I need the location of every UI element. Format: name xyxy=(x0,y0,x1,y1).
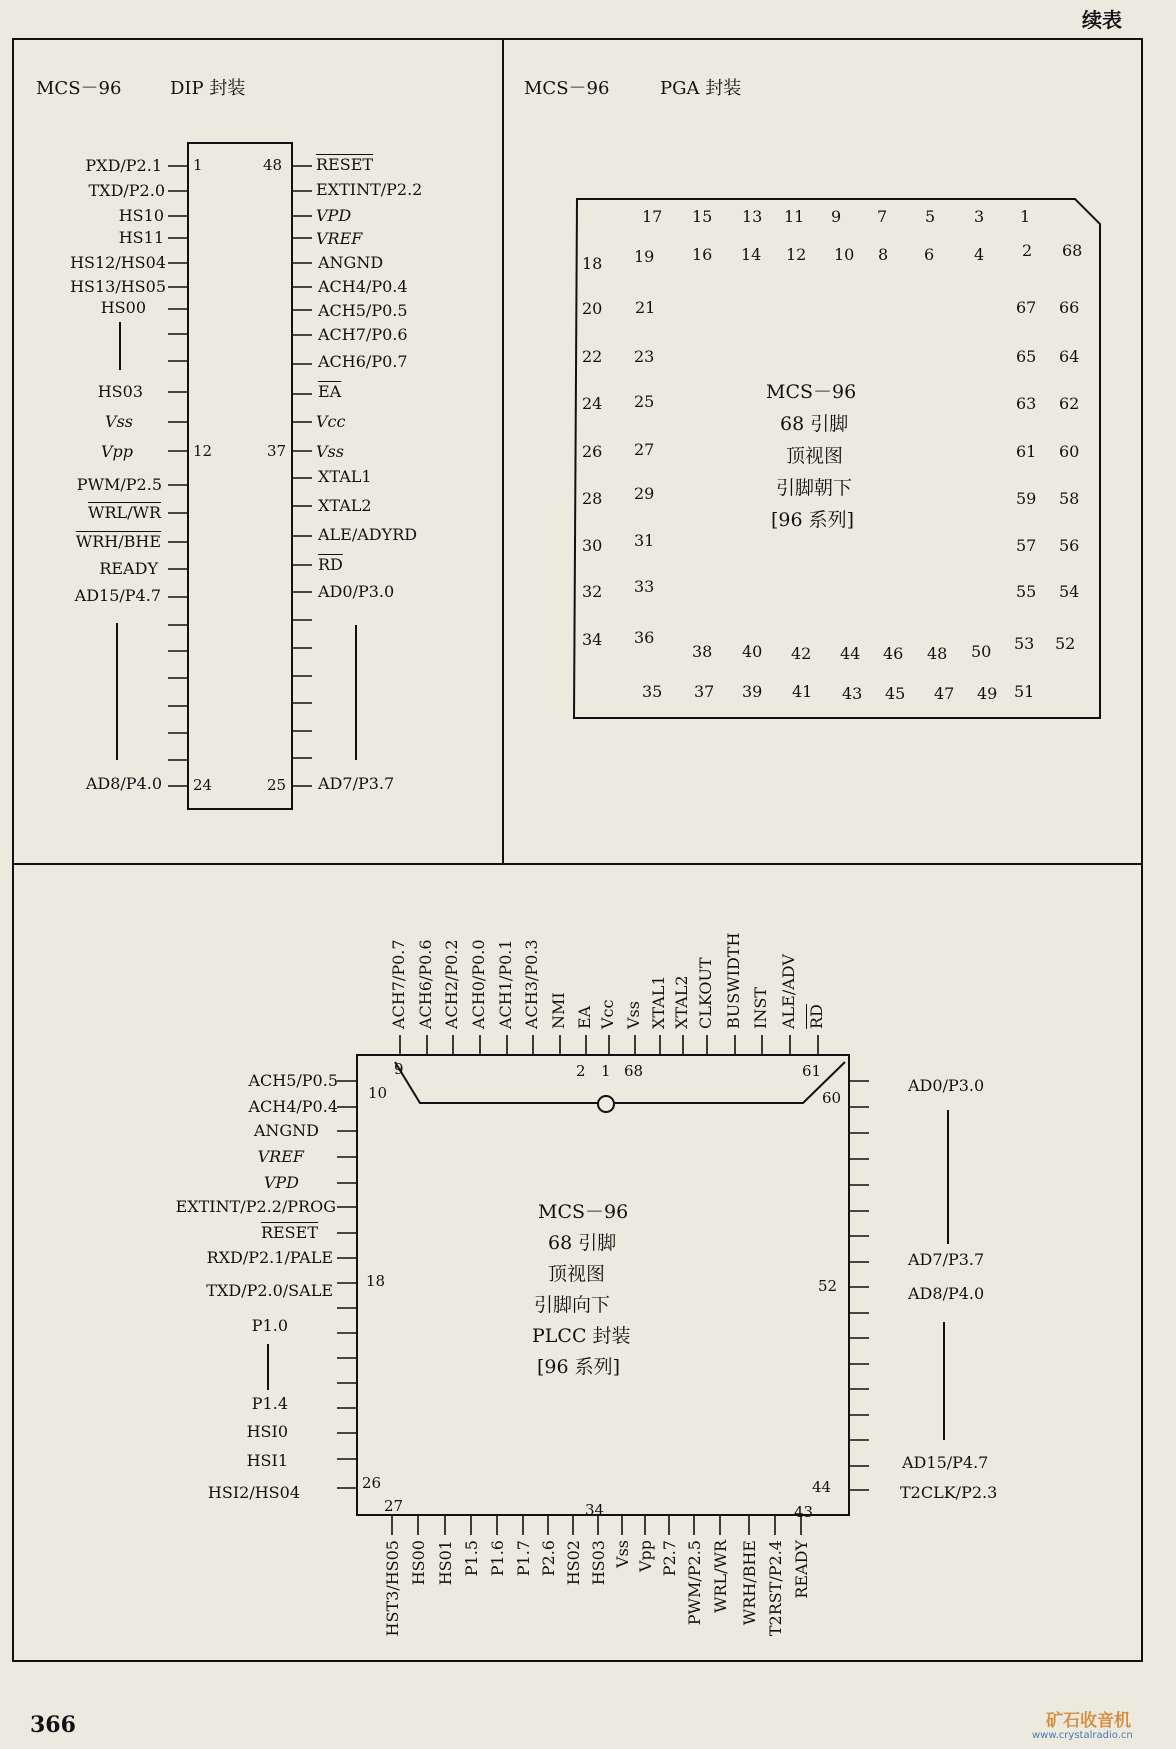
plcc-bottom-pin-14: WRH/BHE xyxy=(740,1540,759,1626)
plcc-top-pin-leads xyxy=(400,1035,818,1055)
plcc-bottom-pin-0: HST3/HS05 xyxy=(383,1540,402,1637)
plcc-pin-vpd: VPD xyxy=(263,1173,299,1192)
pga-pin-54: 54 xyxy=(1059,582,1080,601)
pga-pin-55: 55 xyxy=(1016,582,1037,601)
continued-label: 续表 xyxy=(1082,8,1122,32)
dip-pin-pxd: PXD/P2.1 xyxy=(85,156,162,175)
plcc-top-pin-11: XTAL2 xyxy=(672,975,691,1029)
dip-pin-reset: RESET xyxy=(316,155,374,174)
plcc-top-pin-5: ACH3/P0.3 xyxy=(522,939,541,1029)
dip-pin-hs03: HS03 xyxy=(97,382,143,401)
plcc-top-pin-6: NMI xyxy=(549,992,568,1029)
plcc-bottom-pin-6: P2.6 xyxy=(539,1540,558,1577)
dip-pin-ready: READY xyxy=(99,559,158,578)
plcc-pin-ad8: AD8/P4.0 xyxy=(908,1284,985,1303)
pga-pin-39: 39 xyxy=(742,682,763,701)
plcc-bottom-pin-3: P1.5 xyxy=(462,1540,481,1577)
plcc-bottom-pin-4: P1.6 xyxy=(488,1540,507,1577)
pga-pin-68: 68 xyxy=(1062,241,1083,260)
pga-pin-29: 29 xyxy=(634,484,655,503)
pga-pin-38: 38 xyxy=(692,642,713,661)
pga-pin-6: 6 xyxy=(924,245,935,264)
plcc-bottom-pin-1: HS00 xyxy=(409,1540,428,1586)
dip-pin-hs10: HS10 xyxy=(118,206,164,225)
dip-pin-ad15: AD15/P4.7 xyxy=(74,586,161,605)
pga-pin-31: 31 xyxy=(634,531,655,550)
dip-pin-angnd: ANGND xyxy=(318,253,384,272)
dip-pin-wrh: WRH/BHE xyxy=(75,532,161,551)
plcc-pin-vref: VREF xyxy=(257,1147,304,1166)
plcc-top-pin-13: BUSWIDTH xyxy=(724,932,743,1029)
plcc-index-mark xyxy=(598,1096,614,1112)
plcc-num-34: 34 xyxy=(585,1501,605,1519)
plcc-bottom-pin-15: T2RST/P2.4 xyxy=(766,1540,785,1637)
dip-pin-pwm: PWM/P2.5 xyxy=(76,475,162,494)
dip-num-25: 25 xyxy=(267,776,287,794)
plcc-top-pin-10: XTAL1 xyxy=(649,975,668,1029)
pga-center-line-5: [96 系列] xyxy=(771,509,855,531)
watermark-url: www.crystalradio.cn xyxy=(1032,1730,1133,1741)
pga-pin-45: 45 xyxy=(885,684,906,703)
pga-pin-14: 14 xyxy=(741,245,762,264)
pga-pin-57: 57 xyxy=(1016,536,1037,555)
plcc-center-line-5: PLCC 封装 xyxy=(532,1325,631,1347)
plcc-pin-p14: P1.4 xyxy=(251,1394,288,1413)
pga-pin-24: 24 xyxy=(582,394,603,413)
dip-pin-rd: $\overline{RD}$ xyxy=(318,555,343,574)
dip-pin-hs11: HS11 xyxy=(118,228,164,247)
dip-num-1: 1 xyxy=(193,156,203,174)
plcc-top-pin-4: ACH1/P0.1 xyxy=(496,939,515,1029)
plcc-bottom-pin-11: P2.7 xyxy=(660,1540,679,1577)
pga-pin-25: 25 xyxy=(634,392,655,411)
plcc-bottom-pin-2: HS01 xyxy=(436,1540,455,1586)
plcc-left-pin-leads xyxy=(337,1081,357,1488)
dip-pin-vss: Vss xyxy=(105,412,133,431)
plcc-pin-ad15: AD15/P4.7 xyxy=(902,1453,989,1472)
plcc-num-44: 44 xyxy=(812,1478,832,1496)
dip-subtitle: DIP 封装 xyxy=(170,78,246,99)
dip-pin-ach6: ACH6/P0.7 xyxy=(318,352,408,371)
plcc-pin-ach4: ACH4/P0.4 xyxy=(248,1097,338,1116)
plcc-bottom-pin-12: PWM/P2.5 xyxy=(685,1540,704,1626)
plcc-pin-t2clk: T2CLK/P2.3 xyxy=(900,1483,998,1502)
dip-left-pin-leads xyxy=(168,166,188,786)
dip-pin-ad8: AD8/P4.0 xyxy=(85,774,162,793)
dip-pin-ad0: AD0/P3.0 xyxy=(318,582,395,601)
pga-pin-13: 13 xyxy=(742,207,763,226)
dip-pin-vref: VREF xyxy=(316,229,363,248)
dip-pin-ale: ALE/ADYRD xyxy=(318,525,418,544)
plcc-top-pin-8: Vcc xyxy=(598,999,617,1029)
plcc-top-pin-14: INST xyxy=(751,987,770,1029)
pga-pin-59: 59 xyxy=(1016,489,1037,508)
plcc-num-10: 10 xyxy=(368,1084,388,1102)
pga-pin-10: 10 xyxy=(834,245,855,264)
pga-pin-52: 52 xyxy=(1055,634,1076,653)
pga-pin-64: 64 xyxy=(1059,347,1080,366)
pga-pin-22: 22 xyxy=(582,347,603,366)
dip-pin-ad7: AD7/P3.7 xyxy=(318,774,395,793)
pga-pin-20: 20 xyxy=(582,299,603,318)
pga-pin-58: 58 xyxy=(1059,489,1080,508)
pga-pin-63: 63 xyxy=(1016,394,1037,413)
plcc-center-line-1: MCS－96 xyxy=(538,1201,629,1223)
plcc-top-pin-1: ACH6/P0.6 xyxy=(416,939,435,1029)
pga-center-line-4: 引脚朝下 xyxy=(776,477,853,499)
dip-pin-vpp: Vpp xyxy=(100,442,133,461)
pga-pin-16: 16 xyxy=(692,245,713,264)
pga-pin-1: 1 xyxy=(1020,207,1031,226)
plcc-num-18: 18 xyxy=(366,1272,386,1290)
plcc-bottom-pin-13: WRL/WR xyxy=(711,1540,730,1613)
pga-pin-23: 23 xyxy=(634,347,655,366)
pga-pin-50: 50 xyxy=(971,642,992,661)
plcc-num-1: 1 xyxy=(601,1062,611,1080)
pga-pin-18: 18 xyxy=(582,254,603,273)
pga-pin-49: 49 xyxy=(977,684,998,703)
pga-pin-27: 27 xyxy=(634,440,655,459)
plcc-pin-angnd: ANGND xyxy=(253,1121,319,1140)
plcc-pin-extint: EXTINT/P2.2/PROG xyxy=(175,1197,336,1216)
pga-pin-3: 3 xyxy=(974,207,985,226)
pga-pin-8: 8 xyxy=(878,245,889,264)
dip-num-48: 48 xyxy=(263,156,283,174)
pga-pin-47: 47 xyxy=(934,684,955,703)
pga-pin-46: 46 xyxy=(883,644,904,663)
pga-pin-44: 44 xyxy=(840,644,861,663)
pga-pin-51: 51 xyxy=(1014,682,1035,701)
pga-pin-65: 65 xyxy=(1016,347,1037,366)
plcc-top-pin-3: ACH0/P0.0 xyxy=(469,939,488,1029)
pga-pin-2: 2 xyxy=(1022,241,1033,260)
pga-pin-37: 37 xyxy=(694,682,715,701)
plcc-center-line-2: 68 引脚 xyxy=(548,1232,617,1254)
pga-pin-19: 19 xyxy=(634,247,655,266)
pga-pin-7: 7 xyxy=(877,207,888,226)
plcc-pin-hsi0: HSI0 xyxy=(246,1422,288,1441)
dip-num-37: 37 xyxy=(267,442,287,460)
pga-pin-34: 34 xyxy=(582,630,603,649)
pga-pin-11: 11 xyxy=(784,207,805,226)
dip-right-pin-leads xyxy=(292,166,312,786)
plcc-bottom-pin-8: HS03 xyxy=(589,1540,608,1586)
dip-num-12: 12 xyxy=(193,442,213,460)
pga-pin-56: 56 xyxy=(1059,536,1080,555)
pga-pin-26: 26 xyxy=(582,442,603,461)
pga-pin-32: 32 xyxy=(582,582,603,601)
pga-pin-43: 43 xyxy=(842,684,863,703)
pga-pin-35: 35 xyxy=(642,682,663,701)
dip-num-24: 24 xyxy=(193,776,213,794)
pga-pin-53: 53 xyxy=(1014,634,1035,653)
dip-pin-ach4: ACH4/P0.4 xyxy=(318,277,408,296)
dip-pin-ach5: ACH5/P0.5 xyxy=(318,301,408,320)
dip-pin-xtal2: XTAL2 xyxy=(318,496,372,515)
plcc-num-43: 43 xyxy=(794,1503,814,1521)
plcc-pin-reset: RESET xyxy=(260,1223,318,1242)
pga-pin-40: 40 xyxy=(742,642,763,661)
dip-pin-ach7: ACH7/P0.6 xyxy=(318,325,408,344)
plcc-center-line-6: [96 系列] xyxy=(537,1356,621,1378)
dip-pin-xtal1: XTAL1 xyxy=(318,467,372,486)
plcc-num-52: 52 xyxy=(818,1277,838,1295)
dip-pin-hs13: HS13/HS05 xyxy=(70,277,166,296)
plcc-cavity-line xyxy=(395,1062,845,1103)
plcc-pin-hsi2: HSI2/HS04 xyxy=(207,1483,300,1502)
pga-center-line-1: MCS－96 xyxy=(766,381,857,403)
pga-pin-41: 41 xyxy=(792,682,813,701)
dip-pin-extint: EXTINT/P2.2 xyxy=(316,180,423,199)
pga-pin-36: 36 xyxy=(634,628,655,647)
pga-pin-30: 30 xyxy=(582,536,603,555)
dip-body xyxy=(188,143,292,809)
pga-subtitle: PGA 封装 xyxy=(660,78,742,99)
pga-pin-62: 62 xyxy=(1059,394,1080,413)
dip-pin-vpd: VPD xyxy=(316,206,352,225)
plcc-num-60: 60 xyxy=(822,1089,842,1107)
plcc-top-pin-9: Vss xyxy=(624,1001,643,1029)
plcc-bottom-pin-5: P1.7 xyxy=(514,1540,533,1577)
pga-center-line-3: 顶视图 xyxy=(786,445,844,467)
pga-pin-9: 9 xyxy=(831,207,842,226)
pga-pin-48: 48 xyxy=(927,644,948,663)
dip-pin-hs00: HS00 xyxy=(100,298,146,317)
plcc-top-pin-16: $\overline{RD}$ xyxy=(807,1004,826,1029)
plcc-top-pin-12: CLKOUT xyxy=(696,957,715,1029)
plcc-num-27: 27 xyxy=(384,1497,404,1515)
dip-pin-txd: TXD/P2.0 xyxy=(88,181,165,200)
plcc-top-pin-7: EA xyxy=(575,1005,594,1029)
plcc-right-pin-leads xyxy=(849,1081,869,1490)
plcc-bottom-pin-7: HS02 xyxy=(564,1540,583,1586)
dip-pin-ea: $\overline{EA}$ xyxy=(318,382,342,401)
pga-pin-12: 12 xyxy=(786,245,807,264)
pga-pin-28: 28 xyxy=(582,489,603,508)
dip-pin-hs12: HS12/HS04 xyxy=(70,253,166,272)
pga-pin-4: 4 xyxy=(974,245,985,264)
plcc-pin-rxd: RXD/P2.1/PALE xyxy=(206,1248,333,1267)
pga-title: MCS－96 xyxy=(524,78,610,99)
dip-pin-wrl: WRL/WR xyxy=(88,503,161,522)
plcc-num-26: 26 xyxy=(362,1474,382,1492)
plcc-num-2: 2 xyxy=(576,1062,586,1080)
plcc-top-pin-15: ALE/ADV xyxy=(779,954,798,1029)
pga-pin-5: 5 xyxy=(925,207,936,226)
page-number: 366 xyxy=(30,1712,76,1738)
pga-pin-42: 42 xyxy=(791,644,812,663)
dip-title: MCS－96 xyxy=(36,78,122,99)
pga-pin-60: 60 xyxy=(1059,442,1080,461)
pga-center-line-2: 68 引脚 xyxy=(780,413,849,435)
plcc-bottom-pin-16: READY xyxy=(792,1540,811,1599)
pga-pin-33: 33 xyxy=(634,577,655,596)
plcc-top-pin-0: ACH7/P0.7 xyxy=(389,939,408,1029)
pga-pin-15: 15 xyxy=(692,207,713,226)
plcc-bottom-pin-10: Vpp xyxy=(636,1540,655,1573)
plcc-num-9: 9 xyxy=(394,1060,404,1078)
plcc-pin-ad7: AD7/P3.7 xyxy=(908,1250,985,1269)
plcc-pin-p10: P1.0 xyxy=(251,1316,288,1335)
plcc-bottom-pin-9: Vss xyxy=(613,1540,632,1568)
plcc-pin-ach5: ACH5/P0.5 xyxy=(248,1071,338,1090)
plcc-center-line-4: 引脚向下 xyxy=(534,1294,611,1316)
pga-pin-66: 66 xyxy=(1059,298,1080,317)
plcc-pin-hsi1: HSI1 xyxy=(246,1451,288,1470)
pga-pin-17: 17 xyxy=(642,207,663,226)
pga-pin-21: 21 xyxy=(635,298,656,317)
plcc-center-line-3: 顶视图 xyxy=(548,1263,606,1285)
dip-pin-vss-right: Vss xyxy=(316,442,344,461)
dip-pin-vcc: Vcc xyxy=(316,412,346,431)
watermark-cn: 矿石收音机 xyxy=(1046,1711,1131,1731)
plcc-pin-ad0: AD0/P3.0 xyxy=(908,1076,985,1095)
plcc-pin-txd: TXD/P2.0/SALE xyxy=(206,1281,333,1300)
plcc-top-pin-2: ACH2/P0.2 xyxy=(442,939,461,1029)
plcc-num-68: 68 xyxy=(624,1062,644,1080)
pga-pin-61: 61 xyxy=(1016,442,1037,461)
plcc-num-61: 61 xyxy=(802,1062,822,1080)
pga-pin-67: 67 xyxy=(1016,298,1037,317)
